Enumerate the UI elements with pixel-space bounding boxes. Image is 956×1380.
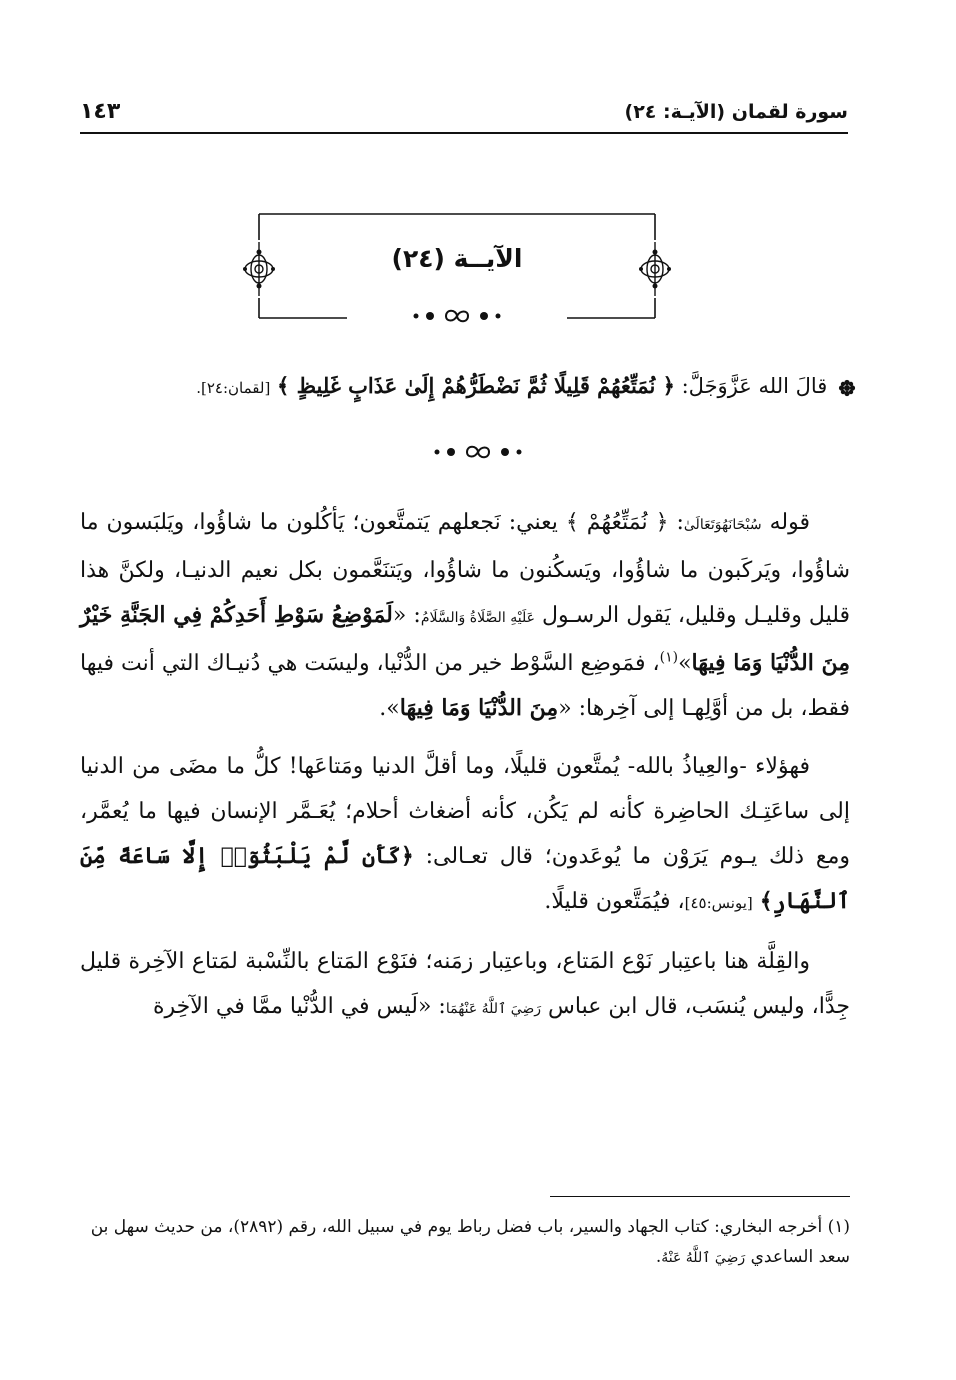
page-number: ١٤٣: [80, 99, 121, 124]
dot-ornament-separator: [402, 306, 512, 326]
text-run: »: [678, 651, 692, 676]
footnote-text: .: [655, 1247, 662, 1267]
rosette-icon: [838, 379, 856, 397]
footnote-marker[interactable]: (١): [659, 649, 679, 666]
hadith-text: مِنَ الدُّنْيَا وَمَا فِيهَا: [399, 695, 559, 721]
sura-title: سورة لقمان (الآيـة: ٢٤): [624, 101, 848, 123]
verse-heading-title: الآيــة (٢٤): [391, 244, 523, 273]
running-header: [80, 96, 848, 134]
text-run: ».: [379, 696, 400, 721]
verse-heading-frame: [237, 212, 677, 322]
verse-line: [80, 366, 856, 410]
paragraph-2: [80, 744, 850, 926]
text-run: ، فمَوضِع السَّوْط خير من الدُّنْيا، وليسَت هي دُنيـاك التي أنت فيها فقط، بل من أوَّلِهـا إلى آخِرها: «: [80, 651, 850, 721]
verse-intro: قالَ الله عَزَّوَجَلَّ:: [681, 374, 828, 398]
footnote-text: أخرجه البخاري: كتاب الجهاد والسير، باب فضل رباط يوم في سبيل الله، رقم (٢٨٩٢)، من حديث سهل بن سعد الساعدي: [90, 1217, 850, 1267]
honorific-glyph: سُبْحَانَهُوَتَعَالَىٰ: [683, 517, 762, 533]
text-run: : «: [392, 603, 421, 628]
text-run: ، فيُمَتَّعون قليلًا.: [544, 889, 685, 914]
honorific-glyph: رَضِيَ ٱللَّهُ عَنْهُ: [661, 1250, 746, 1266]
footnotes: [80, 1212, 850, 1273]
footnote-divider: [550, 1196, 850, 1197]
hadith-text: لَمَوْضِعُ سَوْطِ أَحَدِكُمْ فِي الجَنَّةِ خَيْرٌ مِنَ الدُّنْيَا وَمَا فِيهَا: [80, 602, 850, 676]
body-text: [80, 500, 850, 1045]
text-run: : «لَيس في الدُّنْيا ممَّا في الآخِرة: [152, 994, 446, 1019]
text-run: قوله: [769, 510, 810, 535]
text-run: : ﴿ نُمَتِّعُهُمْ ﴾ يعني: نَجعلهم يَتمتَّعون؛ يَأكُلون ما شاؤُوا، ويَلبَسون ما شاؤُوا، ويَركَبون ما شاؤُوا، ويَسكُنون ما شاؤُوا، ويَتنَعَّمون بكل نعيم الدنيـا، ولكنَّ هذا قليل وقليـل وقليل، يَقول الرسـول: [80, 510, 851, 628]
quran-verse-text: ﴿ نُمَتِّعُهُمْ قَلِيلًا ثُمَّ نَضْطَرُّهُمْ إِلَىٰ عَذَابٍ غَلِيظٍ ﴾: [277, 373, 675, 398]
footnote-number: (١): [827, 1217, 850, 1237]
honorific-glyph: رَضِيَ ٱللَّهُ عَنْهُمَا: [445, 1001, 542, 1017]
paragraph-3: [80, 939, 850, 1032]
verse-reference: [لقمان:٢٤].: [196, 379, 271, 397]
footnote-1: [80, 1212, 850, 1273]
verse-reference: [يونس:٤٥]: [684, 894, 753, 912]
text-run: فهؤلاء -والعِياذُ بالله- يُمتَّعون قليلًا، وما أقلَّ الدنيا ومَتاعَها! كلُّ ما مضَى من الدنيا إلى ساعَتِـك الحاضِرة كأنه لم يَكُن، كأنه أضغاث أحلام؛ يُعَـمَّر الإنسان فيها ما يُعمَّر، ومع ذلك يـوم يَرَوْن ما يُوعَدون؛ قال تعـالى:: [80, 754, 851, 869]
dot-ornament-separator: [423, 442, 533, 462]
paragraph-1: [80, 500, 850, 731]
text-run: والقِلَّة هنا باعتِبار نَوْع المَتاع، وباعتِبار زمَنه؛ فنَوْع المَتاع بالنِّسْبة لمَتاع الآخِرة قليل جِدًّا، وليس يُنسَب، قال ابن عباس: [80, 949, 850, 1019]
quran-quote: ﴿كَأَن لَّمْ يَلْبَثُوٓا۟ إِلَّا سَاعَةً مِّنَ ٱلنَّهَارِ﴾: [80, 843, 850, 914]
honorific-glyph: عَلَيْهِ الصَّلَاةُ وَالسَّلَامُ: [420, 610, 535, 626]
